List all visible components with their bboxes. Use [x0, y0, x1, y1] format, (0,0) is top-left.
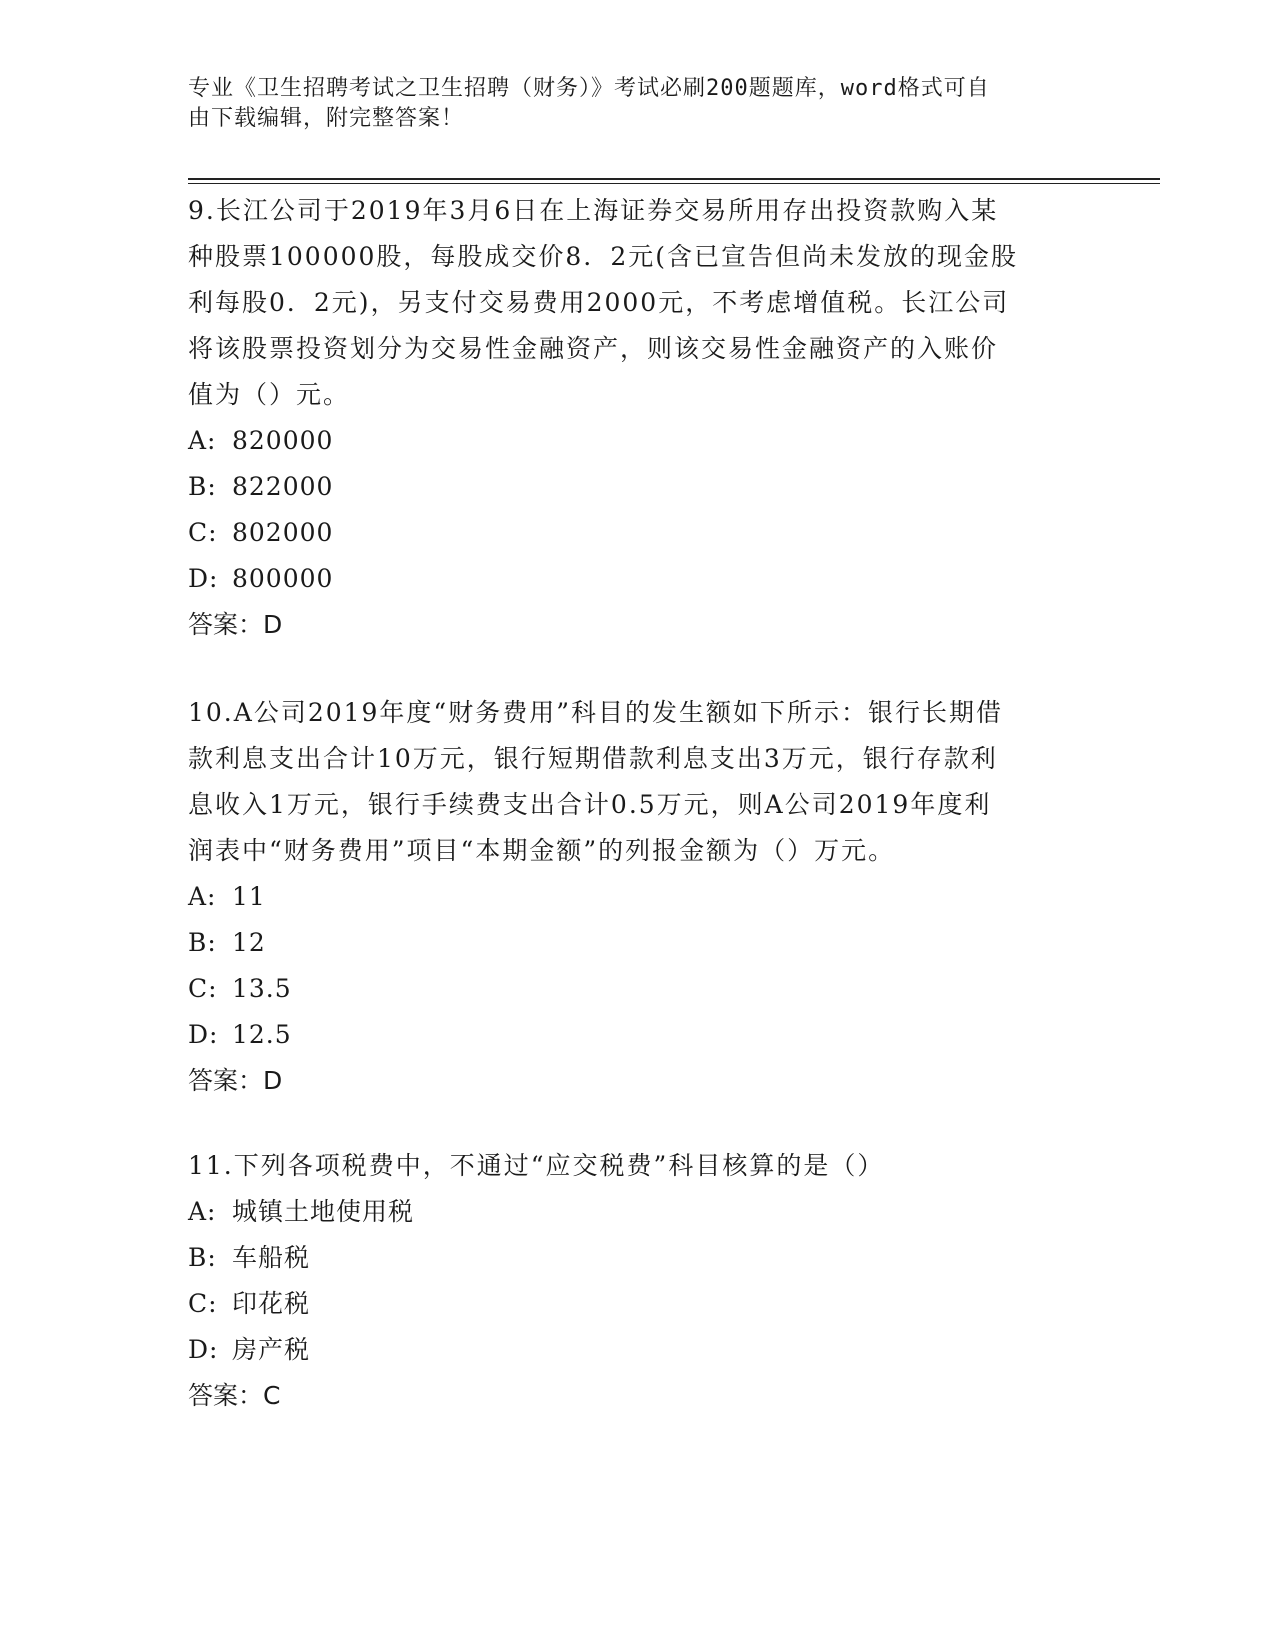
- option-key: B:: [188, 928, 217, 957]
- option-text: 城镇土地使用税: [232, 1197, 415, 1226]
- option-key: A:: [188, 426, 217, 455]
- header-divider-thick: [188, 178, 1160, 180]
- option-b: [188, 920, 1088, 966]
- option-a: [188, 418, 1088, 464]
- option-a: [188, 874, 1088, 920]
- option-key: C:: [188, 974, 218, 1003]
- option-text: 房产税: [232, 1335, 311, 1364]
- option-text: 802000: [232, 518, 334, 547]
- question-11: [188, 1143, 1088, 1419]
- option-a: [188, 1189, 1088, 1235]
- option-key: D:: [188, 1020, 219, 1049]
- document-header: [188, 74, 1068, 134]
- option-key: A:: [188, 882, 217, 911]
- question-stem-line: 润表中“财务费用”项目“本期金额”的列报金额为（）万元。: [188, 836, 896, 865]
- option-d: [188, 1012, 1088, 1058]
- option-text: 13.5: [232, 974, 292, 1003]
- option-key: D:: [188, 564, 219, 593]
- option-text: 12: [232, 928, 266, 957]
- option-text: 800000: [232, 564, 334, 593]
- header-line-2: 由下载编辑，附完整答案！: [188, 106, 465, 131]
- answer-line: 答案：D: [188, 610, 283, 639]
- header-divider-thin: [188, 183, 1160, 184]
- question-stem-line: 值为（）元。: [188, 380, 351, 409]
- option-c: [188, 1281, 1088, 1327]
- option-key: C:: [188, 518, 218, 547]
- option-b: [188, 1235, 1088, 1281]
- option-text: 12.5: [232, 1020, 292, 1049]
- answer-line: 答案：C: [188, 1381, 281, 1410]
- option-c: [188, 510, 1088, 556]
- question-stem-line: 10.A公司2019年度“财务费用”科目的发生额如下所示：银行长期借: [188, 698, 1003, 727]
- option-key: D:: [188, 1335, 219, 1364]
- option-c: [188, 966, 1088, 1012]
- option-d: [188, 1327, 1088, 1373]
- question-stem-line: 款利息支出合计10万元，银行短期借款利息支出3万元，银行存款利: [188, 744, 998, 773]
- option-d: [188, 556, 1088, 602]
- option-text: 11: [232, 882, 266, 911]
- question-10: [188, 690, 1088, 1104]
- option-key: B:: [188, 1243, 217, 1272]
- question-stem-line: 11.下列各项税费中，不通过“应交税费”科目核算的是（）: [188, 1151, 885, 1180]
- question-stem-line: 利每股0．2元)，另支付交易费用2000元，不考虑增值税。长江公司: [188, 288, 1010, 317]
- question-stem-line: 息收入1万元，银行手续费支出合计0.5万元，则A公司2019年度利: [188, 790, 992, 819]
- option-key: A:: [188, 1197, 217, 1226]
- option-text: 822000: [232, 472, 334, 501]
- question-stem-line: 种股票100000股，每股成交价8．2元(含已宣告但尚未发放的现金股: [188, 242, 1019, 271]
- question-stem-line: 9.长江公司于2019年3月6日在上海证券交易所用存出投资款购入某: [188, 196, 999, 225]
- question-9: [188, 188, 1088, 648]
- option-key: C:: [188, 1289, 218, 1318]
- question-stem-line: 将该股票投资划分为交易性金融资产，则该交易性金融资产的入账价: [188, 334, 999, 363]
- answer-line: 答案：D: [188, 1066, 283, 1095]
- header-line-1: 专业《卫生招聘考试之卫生招聘（财务）》考试必刷200题题库，word格式可自: [188, 76, 990, 101]
- option-text: 车船税: [232, 1243, 311, 1272]
- option-text: 印花税: [232, 1289, 311, 1318]
- option-text: 820000: [232, 426, 334, 455]
- option-b: [188, 464, 1088, 510]
- option-key: B:: [188, 472, 217, 501]
